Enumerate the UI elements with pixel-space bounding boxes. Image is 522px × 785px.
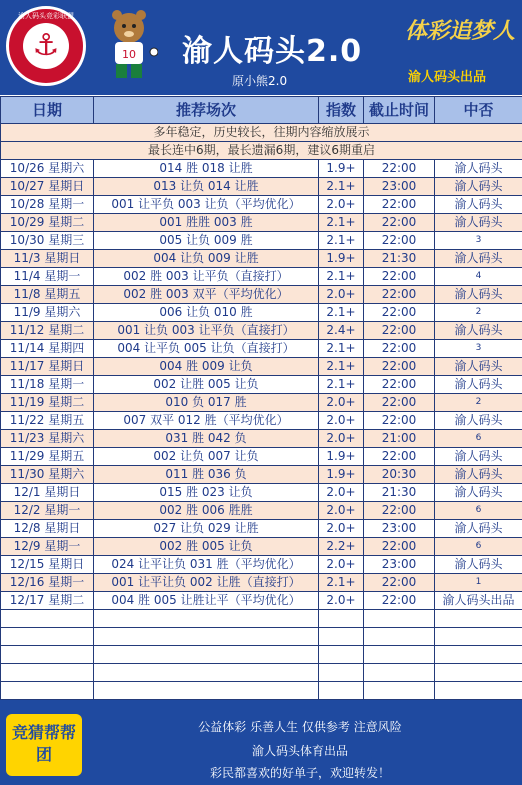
result-cell: 渝人码头	[435, 160, 522, 178]
index-cell: 2.4+	[319, 322, 364, 340]
index-cell: 2.1+	[319, 268, 364, 286]
deadline-cell: 22:00	[364, 502, 435, 520]
date-cell: 12/16 星期一	[1, 574, 94, 592]
date-cell: 11/4 星期一	[1, 268, 94, 286]
footer-slogan: 彩民都喜欢的好单子，欢迎转发！	[209, 766, 390, 780]
table-row	[1, 358, 522, 376]
note-text: 最长连中6期，最长遗漏6期，建议6期重启	[1, 142, 522, 160]
deadline-cell: 22:00	[364, 286, 435, 304]
index-cell: 2.0+	[319, 556, 364, 574]
index-cell: 1.9+	[319, 466, 364, 484]
index-cell: 1.9+	[319, 250, 364, 268]
deadline-cell: 22:00	[364, 592, 435, 610]
empty-cell	[1, 610, 94, 628]
result-cell: 2	[435, 304, 522, 322]
deadline-cell: 22:00	[364, 376, 435, 394]
date-cell: 11/19 星期二	[1, 394, 94, 412]
table-row	[1, 376, 522, 394]
index-cell: 2.0+	[319, 520, 364, 538]
table-row	[1, 448, 522, 466]
column-header-deadline: 截止时间	[364, 97, 435, 124]
deadline-cell: 21:00	[364, 430, 435, 448]
deadline-cell: 22:00	[364, 340, 435, 358]
table-row	[1, 466, 522, 484]
date-cell: 10/28 星期一	[1, 196, 94, 214]
table-row	[1, 232, 522, 250]
pick-cell: 027 让负 029 让胜	[94, 520, 319, 538]
pick-cell: 002 胜 005 让负	[94, 538, 319, 556]
date-cell: 11/29 星期五	[1, 448, 94, 466]
empty-cell	[1, 682, 94, 700]
pick-cell: 013 让负 014 让胜	[94, 178, 319, 196]
empty-cell	[435, 610, 522, 628]
empty-cell	[94, 664, 319, 682]
footer-disclaimer: 公益体彩 乐善人生 仅供参考 注意风险	[198, 720, 402, 734]
pick-cell: 002 让负 007 让负	[94, 448, 319, 466]
pick-cell: 005 让负 009 胜	[94, 232, 319, 250]
empty-cell	[94, 646, 319, 664]
deadline-cell: 23:00	[364, 556, 435, 574]
svg-text:10: 10	[122, 48, 136, 61]
result-cell: 渝人码头	[435, 286, 522, 304]
date-cell: 10/29 星期二	[1, 214, 94, 232]
table-row	[1, 214, 522, 232]
empty-cell	[364, 664, 435, 682]
index-cell: 1.9+	[319, 448, 364, 466]
footer-publisher: 渝人码头体育出品	[251, 744, 348, 758]
result-cell: 6	[435, 502, 522, 520]
date-cell: 12/2 星期一	[1, 502, 94, 520]
empty-row	[1, 664, 522, 682]
empty-cell	[435, 664, 522, 682]
date-cell: 11/12 星期二	[1, 322, 94, 340]
date-cell: 12/8 星期日	[1, 520, 94, 538]
pick-cell: 001 让负 003 让平负（直接打）	[94, 322, 319, 340]
deadline-cell: 22:00	[364, 322, 435, 340]
empty-cell	[94, 610, 319, 628]
date-cell: 10/26 星期六	[1, 160, 94, 178]
table-header-row	[1, 97, 522, 124]
result-cell: 渝人码头	[435, 484, 522, 502]
empty-cell	[1, 646, 94, 664]
deadline-cell: 21:30	[364, 484, 435, 502]
deadline-cell: 23:00	[364, 520, 435, 538]
deadline-cell: 23:00	[364, 178, 435, 196]
deadline-cell: 22:00	[364, 304, 435, 322]
index-cell: 2.1+	[319, 214, 364, 232]
bear-mascot-icon	[100, 8, 158, 82]
pick-cell: 006 让负 010 胜	[94, 304, 319, 322]
table-row	[1, 394, 522, 412]
result-cell: 渝人码头	[435, 358, 522, 376]
table-row	[1, 250, 522, 268]
empty-cell	[364, 610, 435, 628]
anchor-icon: ⚓	[32, 28, 60, 63]
column-header-result: 中否	[435, 97, 522, 124]
empty-cell	[435, 682, 522, 700]
date-cell: 11/18 星期一	[1, 376, 94, 394]
deadline-cell: 22:00	[364, 448, 435, 466]
table-row	[1, 574, 522, 592]
table-row	[1, 286, 522, 304]
date-cell: 10/27 星期日	[1, 178, 94, 196]
result-cell: 渝人码头出品	[435, 592, 522, 610]
pick-cell: 002 胜 006 胜胜	[94, 502, 319, 520]
date-cell: 11/3 星期日	[1, 250, 94, 268]
index-cell: 2.1+	[319, 232, 364, 250]
pick-cell: 001 让平让负 002 让胜（直接打）	[94, 574, 319, 592]
column-header-pick: 推荐场次	[94, 97, 319, 124]
result-cell: 渝人码头	[435, 196, 522, 214]
header-banner	[0, 0, 522, 95]
pick-cell: 014 胜 018 让胜	[94, 160, 319, 178]
result-cell: 渝人码头	[435, 520, 522, 538]
result-cell: 渝人码头	[435, 322, 522, 340]
pick-cell: 002 胜 003 双平（平均优化）	[94, 286, 319, 304]
index-cell: 2.1+	[319, 178, 364, 196]
table-row	[1, 160, 522, 178]
deadline-cell: 22:00	[364, 196, 435, 214]
empty-cell	[364, 646, 435, 664]
empty-cell	[319, 610, 364, 628]
logo-emblem	[23, 23, 69, 69]
index-cell: 2.0+	[319, 196, 364, 214]
date-cell: 12/15 星期日	[1, 556, 94, 574]
note-row	[1, 142, 522, 160]
empty-cell	[319, 628, 364, 646]
result-cell: 6	[435, 430, 522, 448]
deadline-cell: 22:00	[364, 574, 435, 592]
date-cell: 11/30 星期六	[1, 466, 94, 484]
index-cell: 2.1+	[319, 376, 364, 394]
index-cell: 2.0+	[319, 502, 364, 520]
result-cell: 3	[435, 340, 522, 358]
deadline-cell: 22:00	[364, 214, 435, 232]
empty-cell	[319, 664, 364, 682]
pick-cell: 004 胜 009 让负	[94, 358, 319, 376]
empty-cell	[319, 646, 364, 664]
result-cell: 4	[435, 268, 522, 286]
date-cell: 11/14 星期四	[1, 340, 94, 358]
note-text: 多年稳定，历史较长，往期内容缩放展示	[1, 124, 522, 142]
index-cell: 2.1+	[319, 358, 364, 376]
pick-cell: 011 胜 036 负	[94, 466, 319, 484]
date-cell: 12/1 星期日	[1, 484, 94, 502]
deadline-cell: 22:00	[364, 232, 435, 250]
pick-cell: 004 让平负 005 让负（直接打）	[94, 340, 319, 358]
empty-cell	[319, 682, 364, 700]
pick-cell: 004 让负 009 让胜	[94, 250, 319, 268]
table-row	[1, 484, 522, 502]
table-row	[1, 592, 522, 610]
table-row	[1, 196, 522, 214]
pick-cell: 002 让胜 005 让负	[94, 376, 319, 394]
page-title: 渝人码头2.0	[182, 34, 363, 69]
pick-cell: 004 胜 005 让胜让平（平均优化）	[94, 592, 319, 610]
table-row	[1, 268, 522, 286]
date-cell: 11/17 星期日	[1, 358, 94, 376]
pick-cell: 015 胜 023 让负	[94, 484, 319, 502]
picks-table	[0, 96, 522, 718]
result-cell: 渝人码头	[435, 466, 522, 484]
empty-row	[1, 682, 522, 700]
empty-cell	[94, 628, 319, 646]
result-cell: 渝人码头	[435, 214, 522, 232]
badge-text: 竞猜帮帮团	[11, 723, 76, 764]
table-row	[1, 520, 522, 538]
pick-cell: 001 胜胜 003 胜	[94, 214, 319, 232]
empty-cell	[435, 628, 522, 646]
logo-text: 渝人码头竞彩联盟	[18, 12, 74, 20]
deadline-cell: 22:00	[364, 412, 435, 430]
column-header-date: 日期	[1, 97, 94, 124]
pick-cell: 024 让平让负 031 胜（平均优化）	[94, 556, 319, 574]
result-cell: 渝人码头	[435, 250, 522, 268]
index-cell: 2.0+	[319, 484, 364, 502]
brand-label: 渝人码头出品	[408, 70, 487, 85]
index-cell: 2.1+	[319, 574, 364, 592]
result-cell: 1	[435, 574, 522, 592]
index-cell: 2.1+	[319, 304, 364, 322]
empty-cell	[1, 664, 94, 682]
empty-cell	[94, 682, 319, 700]
empty-cell	[364, 682, 435, 700]
pick-cell: 010 负 017 胜	[94, 394, 319, 412]
note-row	[1, 124, 522, 142]
index-cell: 2.2+	[319, 538, 364, 556]
deadline-cell: 22:00	[364, 160, 435, 178]
result-cell: 2	[435, 394, 522, 412]
empty-cell	[435, 646, 522, 664]
footer-banner	[0, 700, 522, 785]
pick-cell: 031 胜 042 负	[94, 430, 319, 448]
deadline-cell: 22:00	[364, 358, 435, 376]
empty-row	[1, 646, 522, 664]
date-cell: 10/30 星期三	[1, 232, 94, 250]
index-cell: 2.1+	[319, 340, 364, 358]
deadline-cell: 22:00	[364, 394, 435, 412]
table-row	[1, 430, 522, 448]
date-cell: 11/9 星期六	[1, 304, 94, 322]
table-row	[1, 178, 522, 196]
table-row	[1, 340, 522, 358]
index-cell: 2.0+	[319, 286, 364, 304]
deadline-cell: 21:30	[364, 250, 435, 268]
result-cell: 渝人码头	[435, 412, 522, 430]
column-header-index: 指数	[319, 97, 364, 124]
club-logo	[6, 6, 86, 86]
date-cell: 11/23 星期六	[1, 430, 94, 448]
empty-cell	[1, 628, 94, 646]
result-cell: 6	[435, 538, 522, 556]
table-row	[1, 322, 522, 340]
brand-slogan: 体彩追梦人	[405, 19, 516, 44]
empty-row	[1, 628, 522, 646]
pick-cell: 001 让平负 003 让负（平均优化）	[94, 196, 319, 214]
index-cell: 1.9+	[319, 160, 364, 178]
helper-badge	[6, 714, 82, 776]
pick-cell: 007 双平 012 胜（平均优化）	[94, 412, 319, 430]
deadline-cell: 22:00	[364, 538, 435, 556]
table-row	[1, 538, 522, 556]
result-cell: 3	[435, 232, 522, 250]
table-row	[1, 412, 522, 430]
date-cell: 12/17 星期二	[1, 592, 94, 610]
result-cell: 渝人码头	[435, 376, 522, 394]
date-cell: 12/9 星期一	[1, 538, 94, 556]
result-cell: 渝人码头	[435, 556, 522, 574]
index-cell: 2.0+	[319, 430, 364, 448]
index-cell: 2.0+	[319, 394, 364, 412]
table-row	[1, 502, 522, 520]
page-subtitle: 原小熊2.0	[232, 74, 288, 88]
date-cell: 11/22 星期五	[1, 412, 94, 430]
date-cell: 11/8 星期五	[1, 286, 94, 304]
pick-cell: 002 胜 003 让平负（直接打）	[94, 268, 319, 286]
index-cell: 2.0+	[319, 412, 364, 430]
empty-row	[1, 610, 522, 628]
result-cell: 渝人码头	[435, 448, 522, 466]
empty-cell	[364, 628, 435, 646]
result-cell: 渝人码头	[435, 178, 522, 196]
index-cell: 2.0+	[319, 592, 364, 610]
table-row	[1, 304, 522, 322]
deadline-cell: 22:00	[364, 268, 435, 286]
deadline-cell: 20:30	[364, 466, 435, 484]
table-row	[1, 556, 522, 574]
